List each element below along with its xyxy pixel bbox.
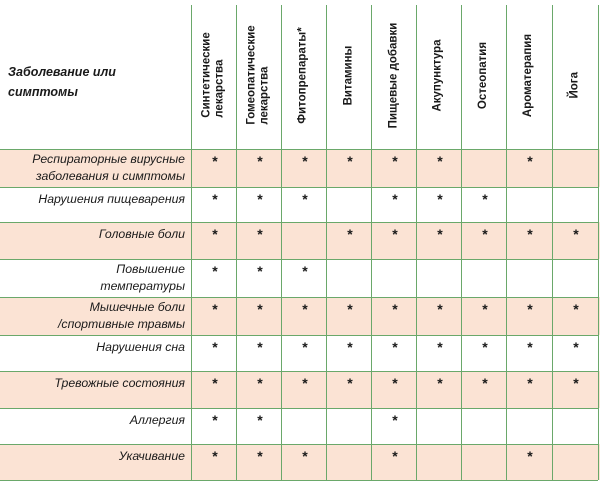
row-label <box>4 261 185 295</box>
mark-star: * <box>257 191 263 207</box>
mark-star: * <box>573 301 579 317</box>
column-header <box>236 5 281 145</box>
mark-star: * <box>527 339 533 355</box>
row-label <box>4 448 185 465</box>
row-label <box>4 375 185 392</box>
mark-star: * <box>437 226 443 242</box>
mark-star: * <box>482 226 488 242</box>
mark-star: * <box>302 191 308 207</box>
mark-star: * <box>573 226 579 242</box>
mark-star: * <box>212 339 218 355</box>
mark-star: * <box>573 375 579 391</box>
column-header <box>371 5 416 145</box>
grid-hline <box>0 149 598 150</box>
column-header-label <box>477 41 490 108</box>
mark-star: * <box>437 375 443 391</box>
mark-star: * <box>257 301 263 317</box>
row-label-line: Мышечные боли <box>89 300 185 314</box>
mark-star: * <box>437 153 443 169</box>
row-label-line: /спортивные травмы <box>58 317 185 331</box>
mark-star: * <box>392 448 398 464</box>
mark-star: * <box>212 191 218 207</box>
row-label <box>4 151 185 185</box>
column-header <box>552 5 598 145</box>
grid-vline <box>598 5 599 480</box>
column-header-label <box>246 25 272 124</box>
grid-hline <box>0 297 598 298</box>
column-header-line: Акупунктура <box>432 38 444 112</box>
mark-star: * <box>302 375 308 391</box>
row-label-line: заболевания и симптомы <box>35 169 185 183</box>
mark-star: * <box>527 153 533 169</box>
column-header-label <box>387 22 400 128</box>
mark-star: * <box>302 339 308 355</box>
mark-star: * <box>257 375 263 391</box>
row-label-line: Головные боли <box>98 227 185 241</box>
mark-star: * <box>257 448 263 464</box>
mark-star: * <box>482 375 488 391</box>
header-label: Заболевание или симптомы <box>8 65 116 99</box>
mark-star: * <box>347 301 353 317</box>
grid-hline <box>0 444 598 445</box>
mark-star: * <box>347 153 353 169</box>
column-header-line: Витамины <box>342 45 354 105</box>
mark-star: * <box>212 153 218 169</box>
grid-hline <box>0 222 598 223</box>
column-header-line: лекарства <box>213 59 226 118</box>
row-label <box>4 412 185 429</box>
grid-hline <box>0 371 598 372</box>
mark-star: * <box>482 301 488 317</box>
column-header-line: Ароматерапия <box>522 33 535 117</box>
mark-star: * <box>212 412 218 428</box>
row-label <box>4 226 185 243</box>
row-label-line: Аллергия <box>129 413 185 427</box>
column-header-line: лекарства <box>258 66 271 125</box>
mark-star: * <box>392 191 398 207</box>
column-header-line: Гомеопатические <box>245 25 258 125</box>
column-header-label <box>569 52 582 98</box>
mark-star: * <box>392 226 398 242</box>
column-header-line: Синтетические <box>200 32 213 118</box>
row-label <box>4 299 185 333</box>
mark-star: * <box>527 226 533 242</box>
grid-hline <box>0 259 598 260</box>
row-label-line: температуры <box>100 279 185 293</box>
mark-star: * <box>212 263 218 279</box>
row-label-line: Укачивание <box>118 449 185 463</box>
mark-star: * <box>392 412 398 428</box>
column-header <box>461 5 506 145</box>
grid-hline <box>0 187 598 188</box>
column-header-label <box>432 39 445 111</box>
mark-star: * <box>257 263 263 279</box>
mark-star: * <box>527 301 533 317</box>
mark-star: * <box>302 263 308 279</box>
row-label-line: Респираторные вирусные <box>32 152 185 166</box>
mark-star: * <box>527 448 533 464</box>
mark-star: * <box>392 339 398 355</box>
mark-star: * <box>392 375 398 391</box>
mark-star: * <box>212 226 218 242</box>
grid-hline <box>0 335 598 336</box>
column-header <box>281 5 326 145</box>
mark-star: * <box>392 153 398 169</box>
mark-star: * <box>347 375 353 391</box>
mark-star: * <box>482 191 488 207</box>
row-label <box>4 339 185 356</box>
mark-star: * <box>573 339 579 355</box>
column-header-label <box>297 27 310 123</box>
mark-star: * <box>347 339 353 355</box>
mark-star: * <box>257 412 263 428</box>
mark-star: * <box>257 153 263 169</box>
mark-star: * <box>257 226 263 242</box>
mark-star: * <box>392 301 398 317</box>
column-header-label <box>342 45 355 105</box>
row-label-line: Нарушения пищеварения <box>38 192 185 206</box>
mark-star: * <box>302 153 308 169</box>
column-header-line: Остеопатия <box>477 41 489 109</box>
column-header <box>326 5 371 145</box>
mark-star: * <box>257 339 263 355</box>
column-header-label <box>523 33 536 116</box>
column-header-line: Пищевые добавки <box>387 22 400 128</box>
column-header-label <box>201 32 227 117</box>
mark-star: * <box>302 301 308 317</box>
row-label-line: Тревожные состояния <box>54 376 185 390</box>
mark-star: * <box>437 339 443 355</box>
column-header <box>506 5 552 145</box>
mark-star: * <box>347 226 353 242</box>
column-header-line: Фитопрепараты* <box>297 26 310 124</box>
mark-star: * <box>482 339 488 355</box>
mark-star: * <box>212 375 218 391</box>
row-label-line: Повышение <box>116 262 185 276</box>
row-label-line: Нарушения сна <box>96 340 185 354</box>
column-header <box>191 5 236 145</box>
mark-star: * <box>302 448 308 464</box>
row-label <box>4 191 185 208</box>
mark-star: * <box>437 301 443 317</box>
mark-star: * <box>437 191 443 207</box>
mark-star: * <box>527 375 533 391</box>
grid-hline <box>0 408 598 409</box>
column-header-line: Йога <box>568 71 581 98</box>
column-header <box>416 5 461 145</box>
mark-star: * <box>212 448 218 464</box>
mark-star: * <box>212 301 218 317</box>
